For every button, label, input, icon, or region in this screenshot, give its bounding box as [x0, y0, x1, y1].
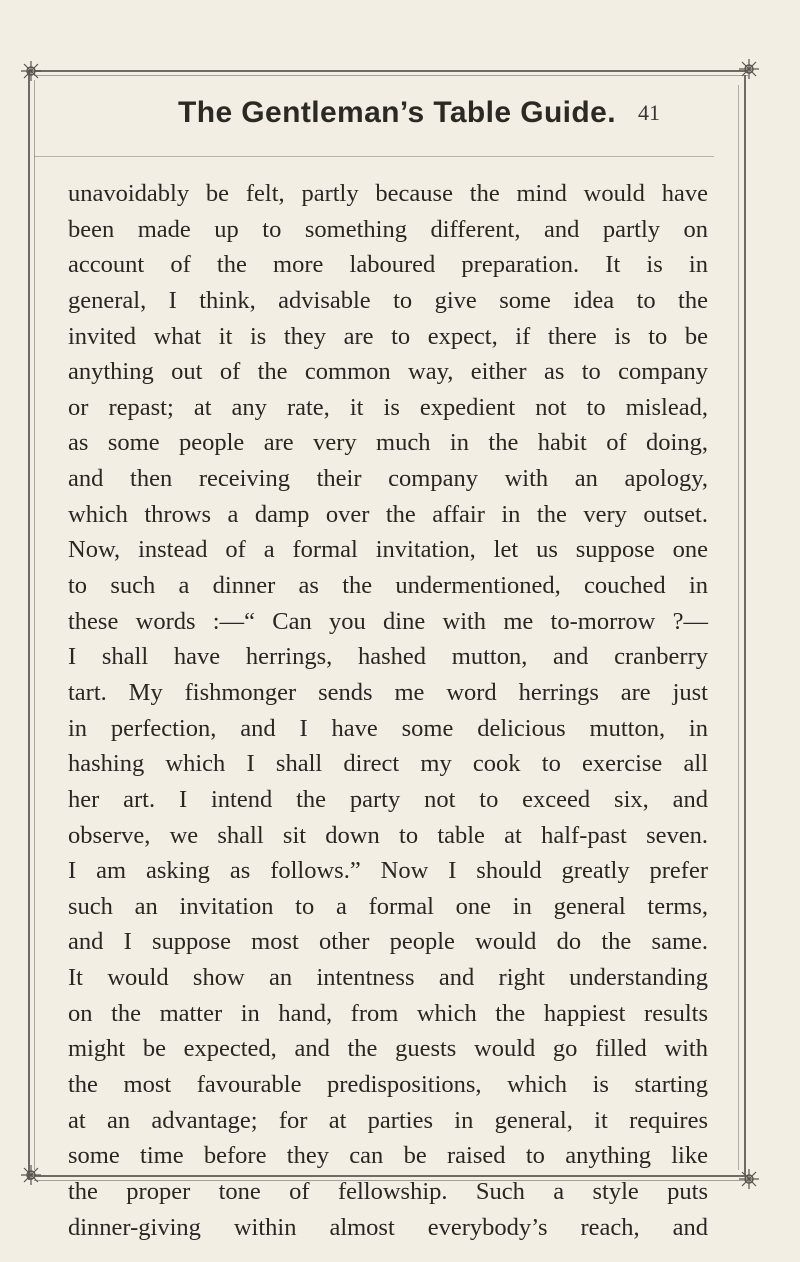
left-border-rule [28, 70, 30, 1180]
text-line: to such a dinner as the undermentioned, couched in [68, 572, 708, 600]
text-line: observe, we shall sit down to table at half-past seven. [68, 821, 708, 849]
floral-corner-ornament-icon [20, 60, 42, 82]
top-border-rule [34, 70, 748, 72]
page-header [0, 96, 800, 136]
floral-corner-ornament-icon [738, 1168, 760, 1190]
text-line: her art. I intend the party not to exceed six, and [68, 785, 708, 813]
text-line: I shall have herrings, hashed mutton, and cranberry [68, 643, 708, 671]
text-line: It would show an intentness and right understanding [68, 964, 708, 992]
text-line: on the matter in hand, from which the happiest results [68, 999, 708, 1027]
text-line: hashing which I shall direct my cook to exercise all [68, 750, 708, 778]
text-line: such an invitation to a formal one in general terms, [68, 892, 708, 920]
page-number: 41 [638, 100, 660, 125]
body-text [68, 176, 708, 1245]
right-border-rule-inner [738, 85, 739, 1170]
text-line: invited what it is they are to expect, if there is to be [68, 322, 708, 350]
text-line: as some people are very much in the habit of doing, [68, 429, 708, 457]
text-line: general, I think, advisable to give some idea to the [68, 286, 708, 314]
text-line: in perfection, and I have some delicious mutton, in [68, 714, 708, 742]
text-line: tart. My fishmonger sends me word herrings are just [68, 678, 708, 706]
text-line: I am asking as follows.” Now I should greatly prefer [68, 857, 708, 885]
text-line: account of the more laboured preparation. It is in [68, 251, 708, 279]
text-line: or repast; at any rate, it is expedient not to mislead, [68, 393, 708, 421]
top-border-rule-inner [34, 75, 748, 76]
text-line: the most favourable predispositions, which is starting [68, 1071, 708, 1099]
text-line: at an advantage; for at parties in general, it requires [68, 1106, 708, 1134]
text-line: Now, instead of a formal invitation, let us suppose one [68, 536, 708, 564]
running-head-title: The Gentleman’s Table Guide. [178, 96, 616, 129]
text-line: dinner-giving within almost everybody’s reach, and [68, 1213, 708, 1241]
text-line: which throws a damp over the affair in the very outset. [68, 500, 708, 528]
text-line: the proper tone of fellowship. Such a style puts [68, 1177, 708, 1205]
text-line: these words :—“ Can you dine with me to-morrow ?— [68, 607, 708, 635]
text-line: and I suppose most other people would do the same. [68, 928, 708, 956]
right-border-rule [744, 75, 746, 1175]
text-line: some time before they can be raised to anything like [68, 1142, 708, 1170]
text-line: anything out of the common way, either as to company [68, 358, 708, 386]
text-line: unavoidably be felt, partly because the mind would have [68, 180, 708, 207]
floral-corner-ornament-icon [20, 1164, 42, 1186]
left-border-rule-inner [34, 80, 35, 1170]
text-line: might be expected, and the guests would go filled with [68, 1035, 708, 1063]
text-line: and then receiving their company with an apology, [68, 465, 708, 493]
text-line: been made up to something different, and partly on [68, 215, 708, 243]
floral-corner-ornament-icon [738, 58, 760, 80]
header-divider-rule [34, 156, 714, 157]
